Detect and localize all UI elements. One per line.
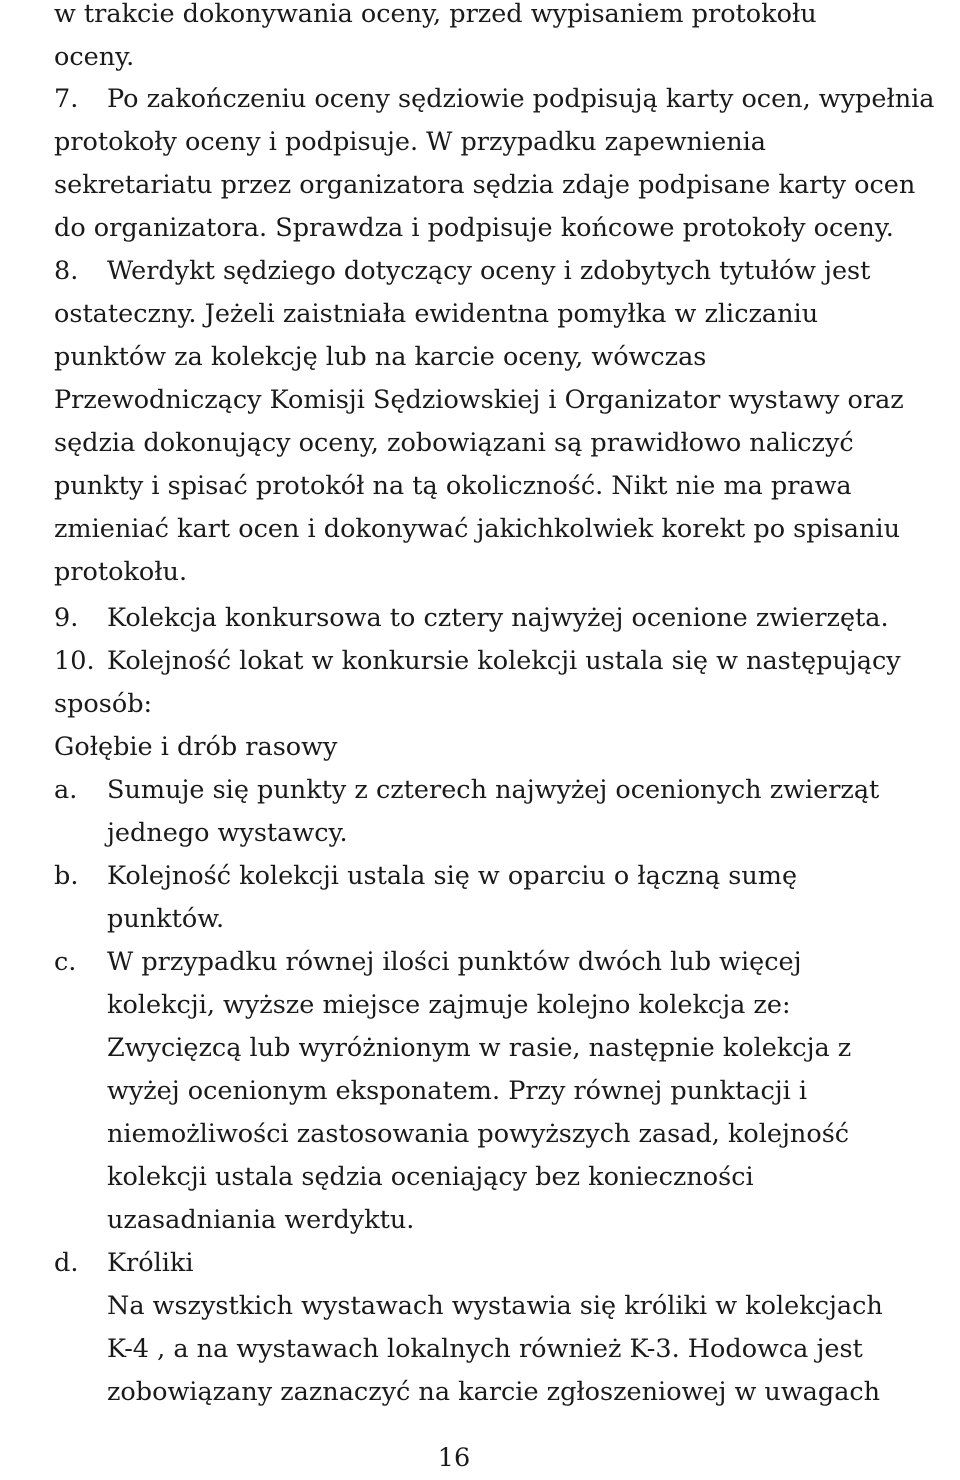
- list-item-8: 8. Werdykt sędziego dotyczący oceny i zdobytych tytułów jest: [54, 250, 952, 293]
- sublist-item-d: d. Króliki: [54, 1242, 952, 1285]
- list-item-7: 7. Po zakończeniu oceny sędziowie podpisują karty ocen, wypełnia: [54, 78, 952, 121]
- text-line: sposób:: [54, 689, 153, 719]
- text-line: do organizatora. Sprawdza i podpisuje końcowe protokoły oceny.: [54, 213, 894, 243]
- section-heading: Gołębie i drób rasowy: [54, 732, 338, 762]
- list-number: 8.: [54, 256, 79, 286]
- list-number: 7.: [54, 84, 79, 114]
- text-line: oceny.: [54, 42, 135, 72]
- text-line: zobowiązany zaznaczyć na karcie zgłoszeniowej w uwagach: [107, 1377, 881, 1407]
- text-line: sekretariatu przez organizatora sędzia zdaje podpisane karty ocen: [54, 170, 916, 200]
- text-line: kolekcji ustala sędzia oceniający bez konieczności: [107, 1162, 754, 1192]
- text-line: punkty i spisać protokół na tą okoliczność. Nikt nie ma prawa: [54, 471, 852, 501]
- text-line: zmieniać kart ocen i dokonywać jakichkolwiek korekt po spisaniu: [54, 514, 901, 544]
- text-line: punktów za kolekcję lub na karcie oceny, wówczas: [54, 342, 707, 372]
- text-line: K-4 , a na wystawach lokalnych również K-3. Hodowca jest: [107, 1334, 863, 1364]
- text-line: niemożliwości zastosowania powyższych zasad, kolejność: [107, 1119, 850, 1149]
- text-line: Przewodniczący Komisji Sędziowskiej i Organizator wystawy oraz: [54, 385, 904, 415]
- sublist-item-b: b. Kolejność kolekcji ustala się w oparciu o łączną sumę: [54, 855, 952, 898]
- sublist-item-a: a. Sumuje się punkty z czterech najwyżej ocenionych zwierząt: [54, 769, 952, 812]
- text-line: w trakcie dokonywania oceny, przed wypisaniem protokołu: [54, 0, 817, 29]
- text-line: uzasadniania werdyktu.: [107, 1205, 415, 1235]
- sublist-letter: b.: [54, 861, 79, 891]
- text-line: Na wszystkich wystawach wystawia się króliki w kolekcjach: [107, 1291, 883, 1321]
- text-line: Zwycięzcą lub wyróżnionym w rasie, następnie kolekcja z: [107, 1033, 852, 1063]
- text-line: punktów.: [107, 904, 225, 934]
- list-item-9: 9. Kolekcja konkursowa to cztery najwyżej ocenione zwierzęta.: [54, 597, 952, 640]
- list-number: 9.: [54, 603, 79, 633]
- list-item-10: 10. Kolejność lokat w konkursie kolekcji ustala się w następujący: [54, 640, 952, 683]
- list-number: 10.: [54, 646, 95, 676]
- sublist-letter: d.: [54, 1248, 79, 1278]
- text-line: protokołu.: [54, 557, 188, 587]
- text-line: kolekcji, wyższe miejsce zajmuje kolejno kolekcja ze:: [107, 990, 791, 1020]
- sublist-item-c: c. W przypadku równej ilości punktów dwóch lub więcej: [54, 941, 952, 984]
- text-line: wyżej ocenionym eksponatem. Przy równej punktacji i: [107, 1076, 808, 1106]
- text-line: ostateczny. Jeżeli zaistniała ewidentna pomyłka w zliczaniu: [54, 299, 819, 329]
- text-line: sędzia dokonujący oceny, zobowiązani są prawidłowo naliczyć: [54, 428, 854, 458]
- text-line: protokoły oceny i podpisuje. W przypadku zapewnienia: [54, 127, 766, 157]
- text-line: jednego wystawcy.: [107, 818, 348, 848]
- sublist-letter: a.: [54, 775, 78, 805]
- page-number: 16: [437, 1443, 471, 1473]
- sublist-letter: c.: [54, 947, 77, 977]
